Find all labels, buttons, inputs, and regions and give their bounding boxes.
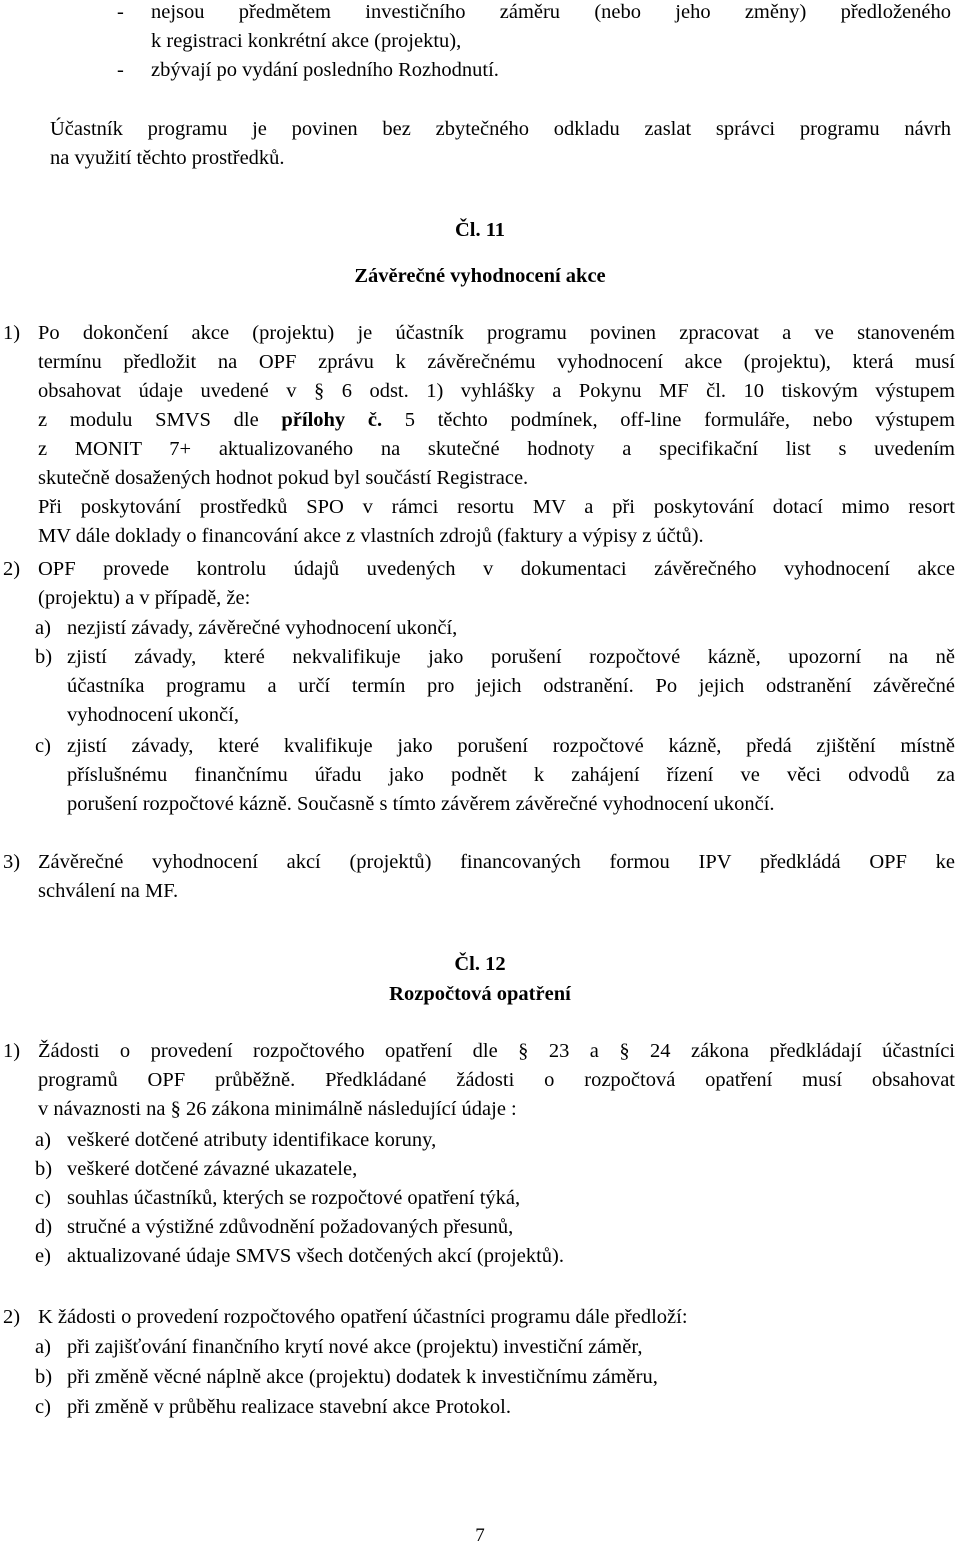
list-marker: c) (35, 1187, 51, 1209)
paragraph-line: na využití těchto prostředků. (50, 147, 285, 169)
list-item-line: zjistí závady, které nekvalifikuje jako porušení rozpočtové kázně, upozorní na ně (67, 646, 955, 668)
list-item-line: nejsou předmětem investičního záměru (nebo jeho změny) předloženého (151, 1, 951, 23)
list-item-line: porušení rozpočtové kázně. Současně s tímto závěrem závěrečné vyhodnocení ukončí. (67, 793, 775, 815)
paragraph-line: Účastník programu je povinen bez zbytečného odkladu zaslat správci programu návrh (50, 118, 951, 140)
paragraph-line: Při poskytování prostředků SPO v rámci resortu MV a při poskytování dotací mimo resort (38, 496, 955, 518)
list-marker: b) (35, 1366, 53, 1388)
list-marker: c) (35, 1396, 51, 1418)
paragraph-line: K žádosti o provedení rozpočtového opatření účastníci programu dále předloží: (38, 1306, 688, 1328)
list-item-line: souhlas účastníků, kterých se rozpočtové opatření týká, (67, 1187, 521, 1209)
list-item-line: při změně věcné náplně akce (projektu) dodatek k investičnímu záměru, (67, 1366, 658, 1388)
list-marker: a) (35, 1129, 51, 1151)
article-title: Závěrečné vyhodnocení akce (354, 265, 606, 287)
paragraph-line: MV dále doklady o financování akce z vlastních zdrojů (faktury a výpisy z účtů). (38, 525, 704, 547)
list-item-line: stručné a výstižné zdůvodnění požadovaných přesunů, (67, 1216, 514, 1238)
list-item-line: příslušnému finančnímu úřadu jako podnět k zahájení řízení ve věci odvodů za (67, 764, 955, 786)
paragraph-marker: 2) (3, 558, 21, 580)
article-title: Rozpočtová opatření (389, 983, 571, 1005)
paragraph-marker: 1) (3, 1040, 21, 1062)
paragraph-marker: 1) (3, 322, 21, 344)
list-marker: a) (35, 1336, 51, 1358)
paragraph-line: schválení na MF. (38, 880, 179, 902)
list-item-line: účastníka programu a určí termín pro jejich odstranění. Po jejich odstranění závěrečné (67, 675, 955, 697)
list-marker: b) (35, 646, 53, 668)
list-item-line: při změně v průběhu realizace stavební akce Protokol. (67, 1396, 511, 1418)
paragraph-line: v návaznosti na § 26 zákona minimálně následující údaje : (38, 1098, 517, 1120)
list-marker: e) (35, 1245, 51, 1267)
paragraph-line: termínu předložit na OPF zprávu k závěrečnému vyhodnocení akce (projektu), která musí (38, 351, 955, 373)
paragraph-line: programů OPF průběžně. Předkládané žádosti o rozpočtová opatření musí obsahovat (38, 1069, 955, 1091)
paragraph-line: skutečně dosažených hodnot pokud byl součástí Registrace. (38, 467, 529, 489)
list-item-line: zbývají po vydání posledního Rozhodnutí. (151, 59, 499, 81)
paragraph-line: (projektu) a v případě, že: (38, 587, 251, 609)
list-item-line: veškeré dotčené atributy identifikace koruny, (67, 1129, 437, 1151)
list-item-line: k registraci konkrétní akce (projektu), (151, 30, 462, 52)
list-item-line: aktualizované údaje SMVS všech dotčených akcí (projektů). (67, 1245, 564, 1267)
list-marker: - (117, 1, 124, 23)
paragraph-line: Žádosti o provedení rozpočtového opatření dle § 23 a § 24 zákona předkládají účastníci (38, 1040, 955, 1062)
list-item-line: zjistí závady, které kvalifikuje jako porušení rozpočtové kázně, předá zjištění místně (67, 735, 955, 757)
list-item-line: nezjistí závady, závěrečné vyhodnocení ukončí, (67, 617, 458, 639)
list-marker: c) (35, 735, 51, 757)
paragraph-marker: 2) (3, 1306, 21, 1328)
article-number: Čl. 12 (454, 953, 506, 975)
paragraph-line: z MONIT 7+ aktualizovaného na skutečné hodnoty a specifikační list s uvedením (38, 438, 955, 460)
paragraph-line: Závěrečné vyhodnocení akcí (projektů) financovaných formou IPV předkládá OPF ke (38, 851, 955, 873)
list-item-line: při zajišťování finančního krytí nové akce (projektu) investiční záměr, (67, 1336, 643, 1358)
paragraph-line: Po dokončení akce (projektu) je účastník programu povinen zpracovat a ve stanoveném (38, 322, 955, 344)
list-marker: d) (35, 1216, 53, 1238)
paragraph-line: obsahovat údaje uvedené v § 6 odst. 1) vyhlášky a Pokynu MF čl. 10 tiskovým výstupem (38, 380, 955, 402)
list-marker: - (117, 59, 124, 81)
paragraph-line: OPF provede kontrolu údajů uvedených v dokumentaci závěrečného vyhodnocení akce (38, 558, 955, 580)
list-marker: b) (35, 1158, 53, 1180)
appendix-reference: přílohy č. (281, 409, 383, 431)
paragraph-line-with-reference: z modulu SMVS dle přílohy č. 5 těchto podmínek, off-line formuláře, nebo výstupem (38, 409, 955, 431)
paragraph-marker: 3) (3, 851, 21, 873)
list-item-line: veškeré dotčené závazné ukazatele, (67, 1158, 358, 1180)
list-marker: a) (35, 617, 51, 639)
article-number: Čl. 11 (454, 219, 506, 241)
page-number: 7 (475, 1525, 485, 1546)
list-item-line: vyhodnocení ukončí, (67, 704, 239, 726)
